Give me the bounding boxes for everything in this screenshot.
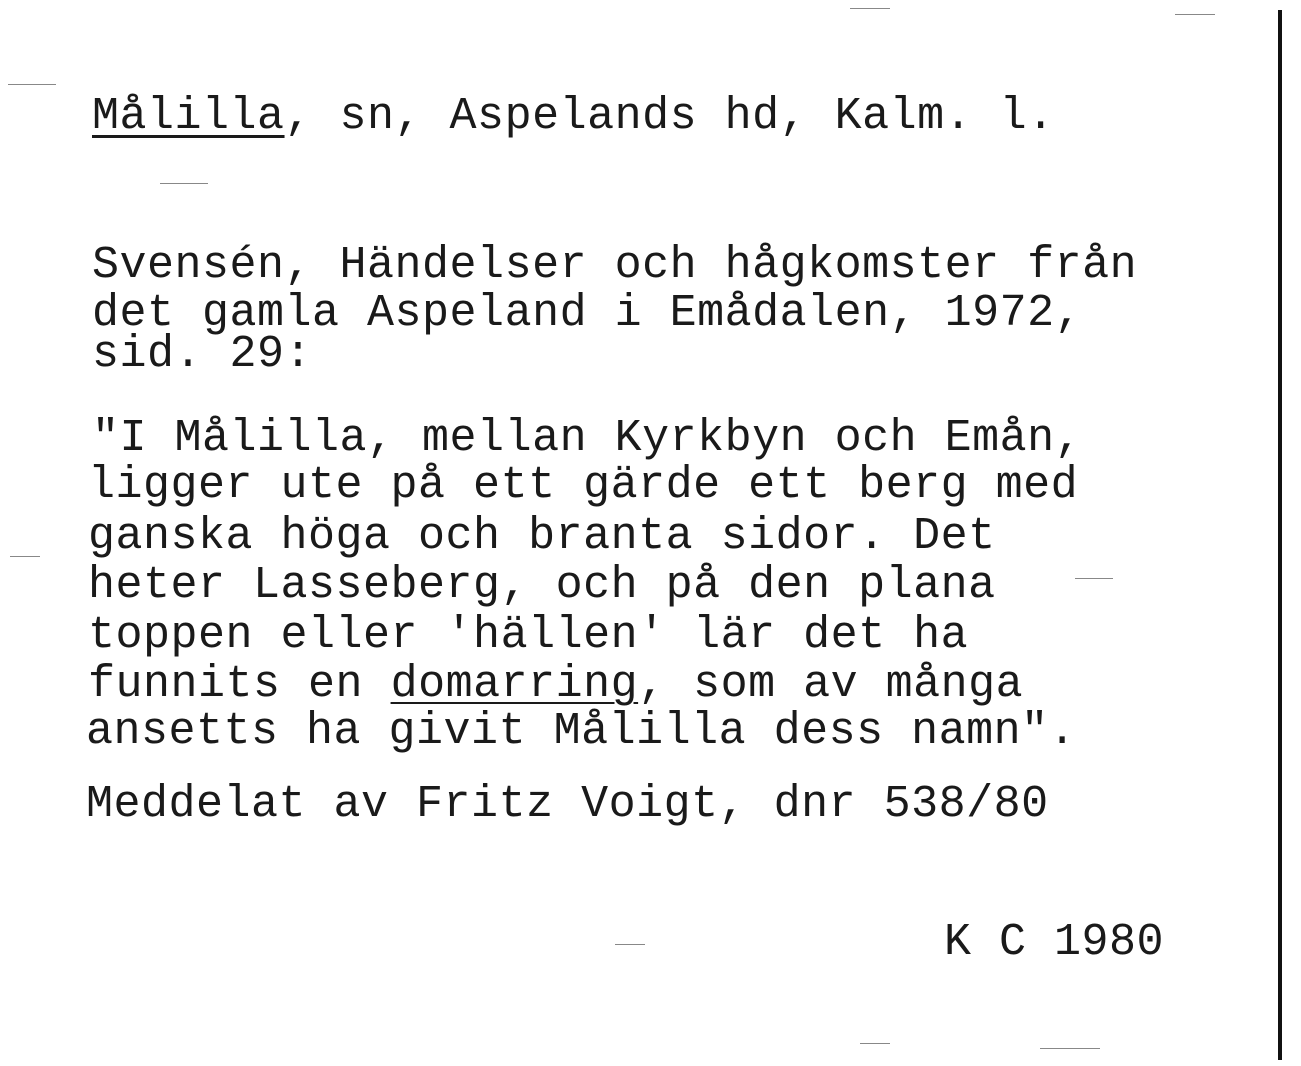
- place-name: Målilla: [92, 91, 285, 142]
- card-edge: [1278, 10, 1282, 1060]
- archive-stamp: K C 1980: [944, 917, 1165, 968]
- credit-line: Meddelat av Fritz Voigt, dnr 538/80: [86, 779, 1049, 830]
- quote-line-6: [88, 660, 1023, 710]
- underlined-word: domarring: [390, 659, 639, 710]
- quote-line-2: ligger ute på ett gärde ett berg med: [88, 460, 1079, 511]
- scan-speck: [1175, 14, 1215, 15]
- scan-speck: [860, 1043, 890, 1044]
- scan-speck: [1040, 1048, 1100, 1049]
- scan-speck: [1075, 578, 1113, 579]
- quote-line-6-start: funnits en: [88, 659, 391, 710]
- scan-speck: [850, 8, 890, 9]
- quote-line-7: ansetts ha givit Målilla dess namn".: [86, 706, 1077, 757]
- scan-speck: [160, 183, 208, 184]
- quote-line-1: "I Målilla, mellan Kyrkbyn och Emån,: [92, 413, 1083, 464]
- source-line-3: sid. 29:: [92, 329, 313, 380]
- quote-line-4: heter Lasseberg, och på den plana: [88, 560, 996, 611]
- source-line-2: det gamla Aspeland i Emådalen, 1972,: [92, 288, 1083, 339]
- quote-line-6-end: , som av många: [638, 659, 1024, 710]
- quote-line-5: toppen eller 'hällen' lär det ha: [88, 610, 969, 661]
- place-details: , sn, Aspelands hd, Kalm. l.: [284, 91, 1055, 142]
- scan-speck: [615, 944, 645, 945]
- scan-speck: [8, 84, 56, 85]
- card-heading: [92, 92, 1055, 142]
- quote-line-3: ganska höga och branta sidor. Det: [88, 511, 996, 562]
- source-line-1: Svensén, Händelser och hågkomster från: [92, 240, 1138, 291]
- scan-speck: [10, 556, 40, 557]
